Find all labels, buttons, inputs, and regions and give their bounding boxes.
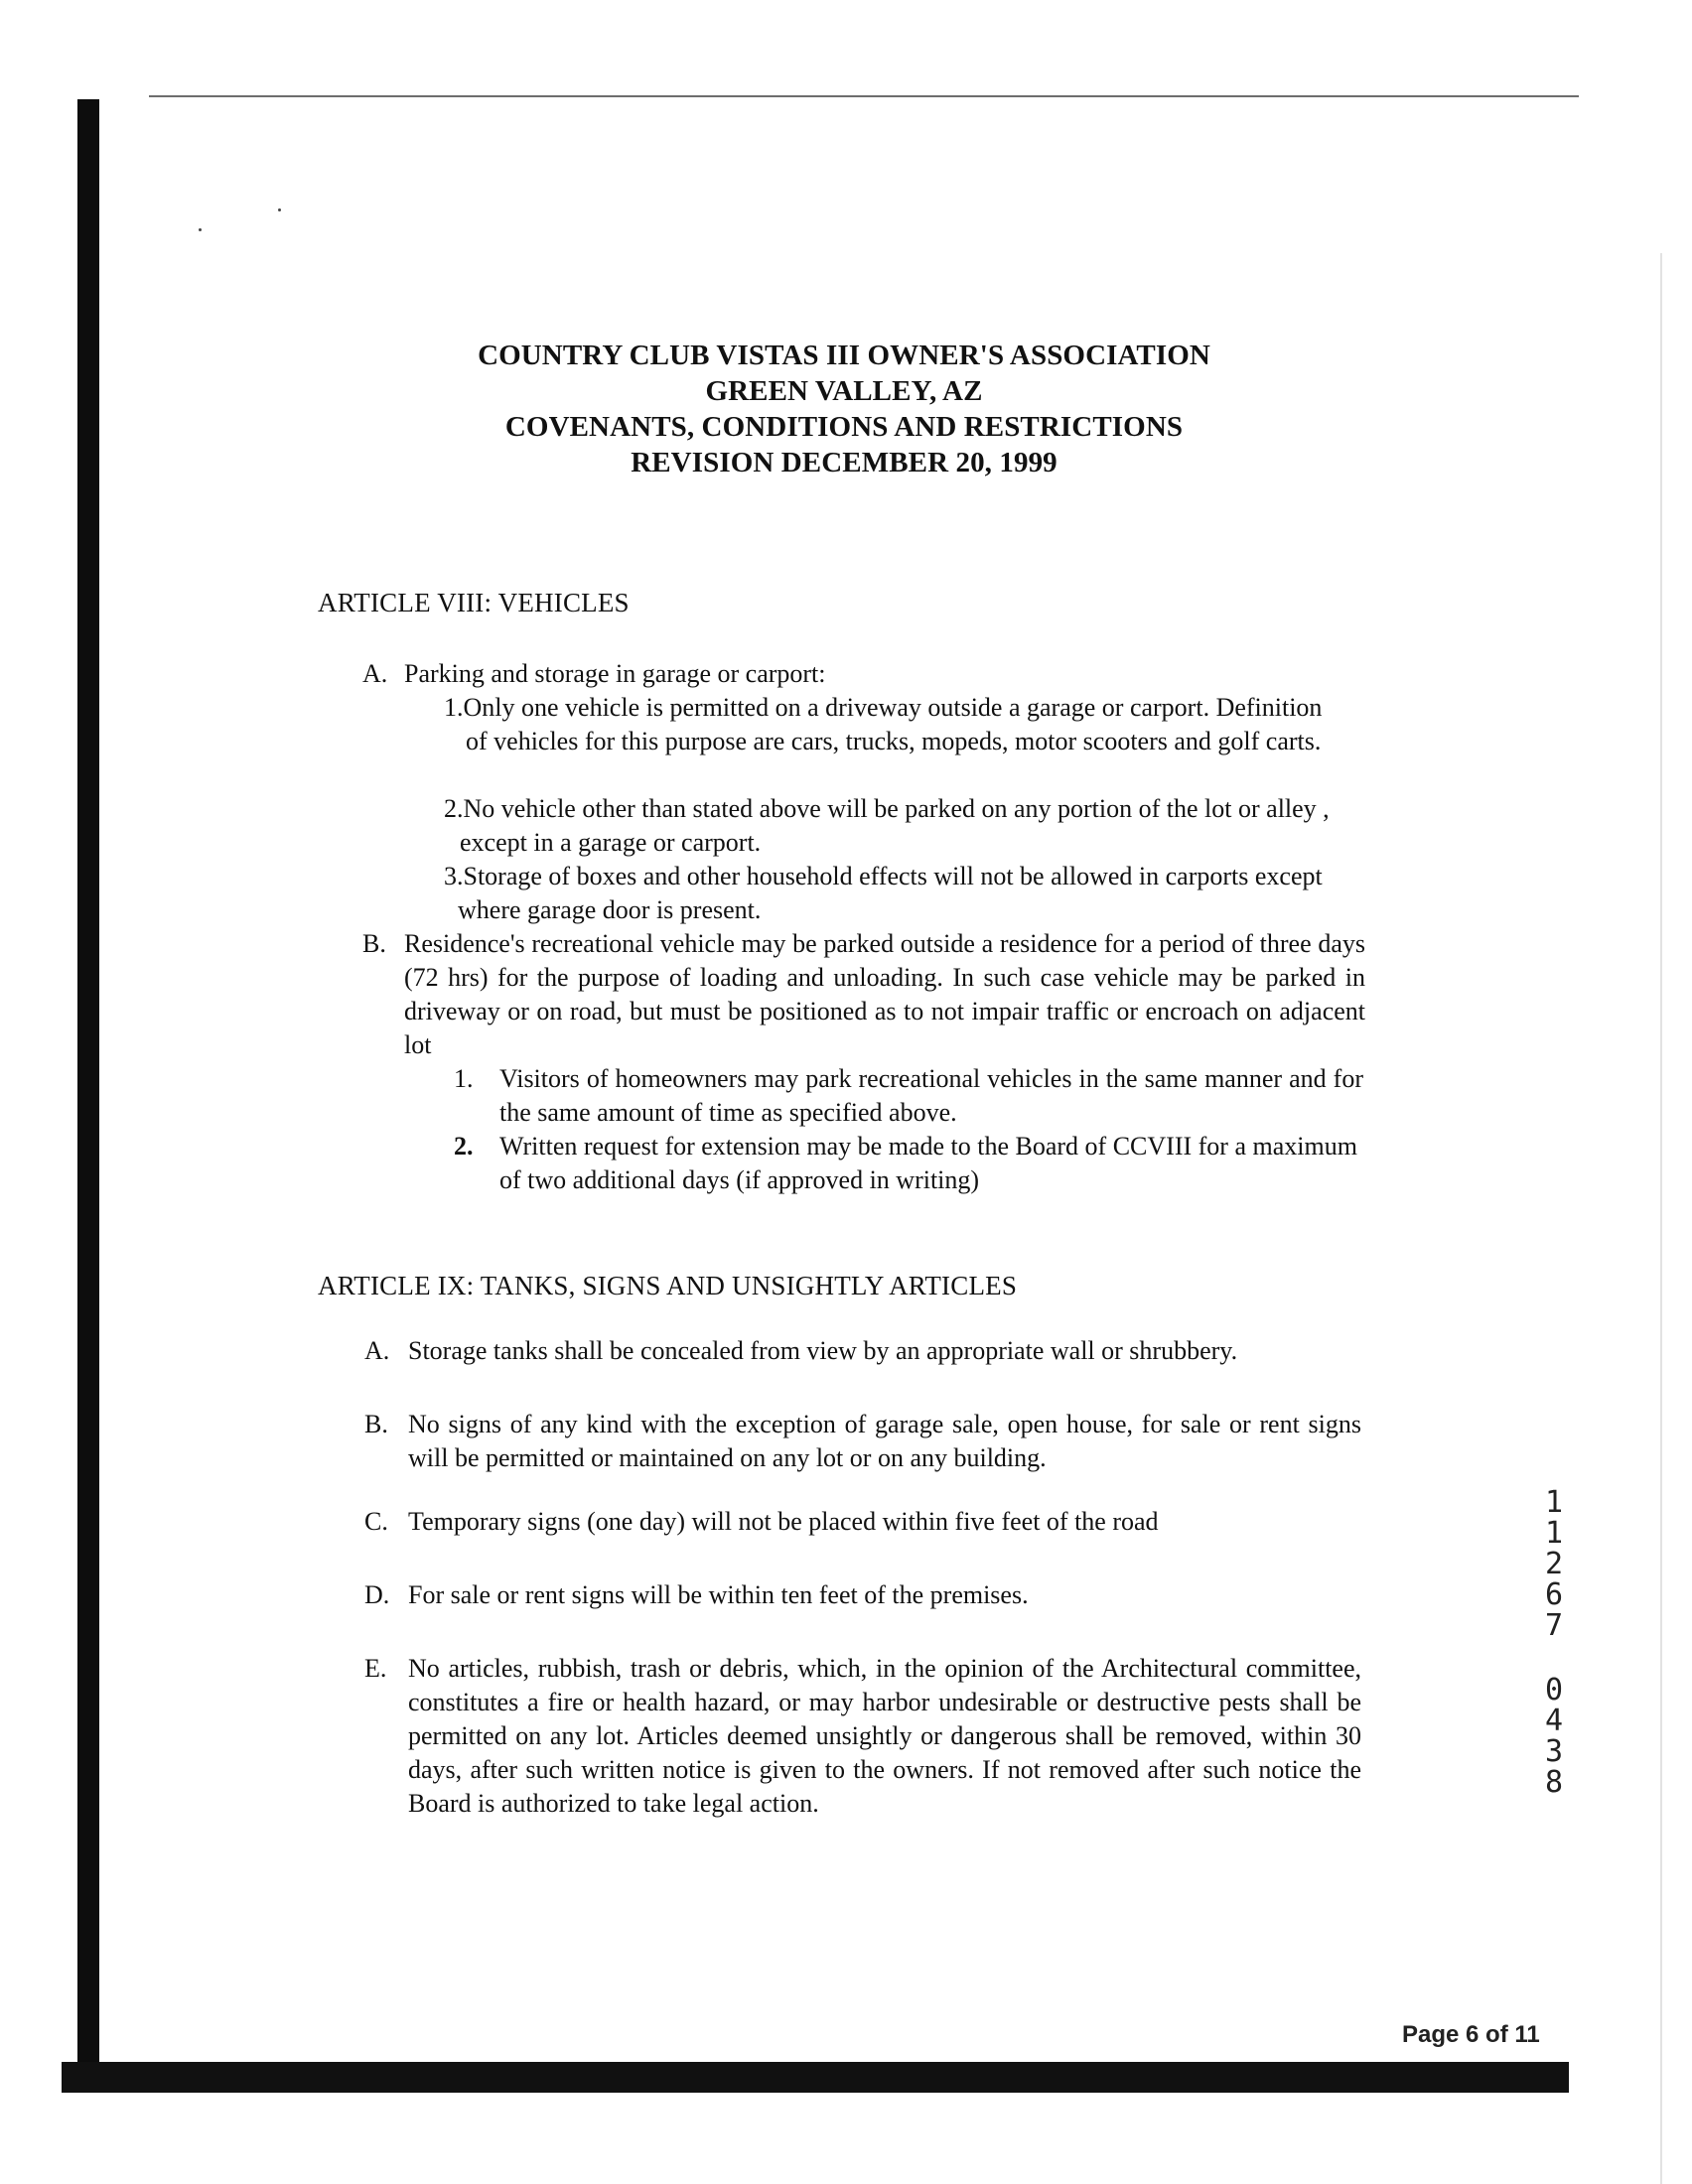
header-line-4: REVISION DECEMBER 20, 1999 bbox=[631, 447, 1058, 478]
item-text: 1.Only one vehicle is permitted on a driveway outside a garage or carport. Definition of vehicles for this purpose are cars, trucks, mopeds, motor scooters and golf carts. bbox=[444, 693, 1323, 755]
item-text: For sale or rent signs will be within ten feet of the premises. bbox=[408, 1580, 1029, 1609]
article-9-item-a bbox=[364, 1334, 1377, 1368]
serial-digit: 7 bbox=[1544, 1608, 1564, 1643]
item-text: No articles, rubbish, trash or debris, which, in the opinion of the Architectural committee, constitutes a fire or health hazard, or may harbor undesirable or destructive pests shall be permitted on any lot. Articles deemed unsightly or dangerous shall be removed, within 30 days, after such written notice is given to the owners. If not removed after such notice the Board is authorized to take legal action. bbox=[408, 1654, 1361, 1818]
scan-speck bbox=[199, 228, 202, 231]
right-scan-edge bbox=[1660, 253, 1662, 2184]
serial-digit: 8 bbox=[1544, 1765, 1564, 1800]
article-8-item-b bbox=[362, 927, 1375, 1062]
header-line-1: COUNTRY CLUB VISTAS III OWNER'S ASSOCIATION bbox=[478, 340, 1210, 371]
article-8-heading: ARTICLE VIII: VEHICLES bbox=[318, 588, 630, 617]
item-marker: D. bbox=[364, 1580, 390, 1609]
item-marker: B. bbox=[364, 1410, 388, 1438]
article-9-heading: ARTICLE IX: TANKS, SIGNS AND UNSIGHTLY ARTICLES bbox=[318, 1271, 1018, 1300]
item-marker: B. bbox=[362, 929, 386, 958]
item-marker: 1. bbox=[454, 1064, 474, 1093]
article-8-item-b-1 bbox=[454, 1062, 1367, 1130]
serial-digit: 1 bbox=[1544, 1485, 1564, 1520]
serial-digit: 3 bbox=[1544, 1734, 1564, 1769]
item-marker: A. bbox=[364, 1336, 390, 1365]
top-rule bbox=[149, 95, 1579, 97]
article-9-item-c bbox=[364, 1505, 1377, 1539]
article-9-item-e bbox=[364, 1652, 1377, 1854]
item-text: Written request for extension may be made to the Board of CCVIII for a maximum of two additional days (if approved in writing) bbox=[499, 1132, 1357, 1194]
page-number: Page 6 of 11 bbox=[1402, 2021, 1540, 2048]
serial-digit: 2 bbox=[1544, 1547, 1564, 1581]
article-8-item-a bbox=[362, 657, 1355, 691]
bottom-scan-border bbox=[62, 2062, 1569, 2093]
item-text: Storage tanks shall be concealed from view by an appropriate wall or shrubbery. bbox=[408, 1336, 1238, 1365]
item-text: 3.Storage of boxes and other household effects will not be allowed in carports except where garage door is present. bbox=[444, 862, 1323, 924]
item-text: Temporary signs (one day) will not be placed within five feet of the road bbox=[408, 1507, 1159, 1536]
item-marker: C. bbox=[364, 1507, 388, 1536]
serial-digit: 4 bbox=[1544, 1704, 1564, 1738]
header-line-2: GREEN VALLEY, AZ bbox=[705, 375, 983, 407]
article-8-item-a-1 bbox=[444, 691, 1338, 758]
item-marker: A. bbox=[362, 659, 388, 688]
article-8-item-a-3 bbox=[444, 860, 1377, 927]
serial-gap bbox=[1539, 1641, 1569, 1675]
item-text: 2.No vehicle other than stated above will be parked on any portion of the lot or alley , except in a garage or carport. bbox=[444, 794, 1330, 857]
article-9-item-d bbox=[364, 1578, 1377, 1612]
document-serial-number bbox=[1539, 1487, 1569, 1798]
document-header bbox=[298, 338, 1390, 480]
item-text: Visitors of homeowners may park recreational vehicles in the same manner and for the same amount of time as specified above. bbox=[499, 1064, 1363, 1127]
article-8-item-a-2 bbox=[444, 792, 1338, 860]
item-text: Parking and storage in garage or carport: bbox=[404, 659, 826, 688]
item-marker: 2. bbox=[454, 1132, 474, 1160]
article-9-item-b bbox=[364, 1408, 1377, 1475]
item-marker: E. bbox=[364, 1654, 387, 1683]
item-text: No signs of any kind with the exception of garage sale, open house, for sale or rent signs will be permitted or maintained on any lot or on any building. bbox=[408, 1410, 1361, 1472]
header-line-3: COVENANTS, CONDITIONS AND RESTRICTIONS bbox=[504, 411, 1184, 443]
serial-digit: 0 bbox=[1544, 1673, 1564, 1707]
article-8-item-b-2 bbox=[454, 1130, 1367, 1197]
item-text: Residence's recreational vehicle may be parked outside a residence for a period of three days (72 hrs) for the purpose of loading and unloading. In such case vehicle may be parked in driveway or on road, but must be positioned as to not impair traffic or encroach on adjacent lot bbox=[404, 929, 1365, 1059]
serial-digit: 1 bbox=[1544, 1516, 1564, 1551]
left-scan-border bbox=[77, 99, 99, 2093]
scan-speck bbox=[278, 208, 281, 211]
serial-digit: 6 bbox=[1544, 1577, 1564, 1612]
